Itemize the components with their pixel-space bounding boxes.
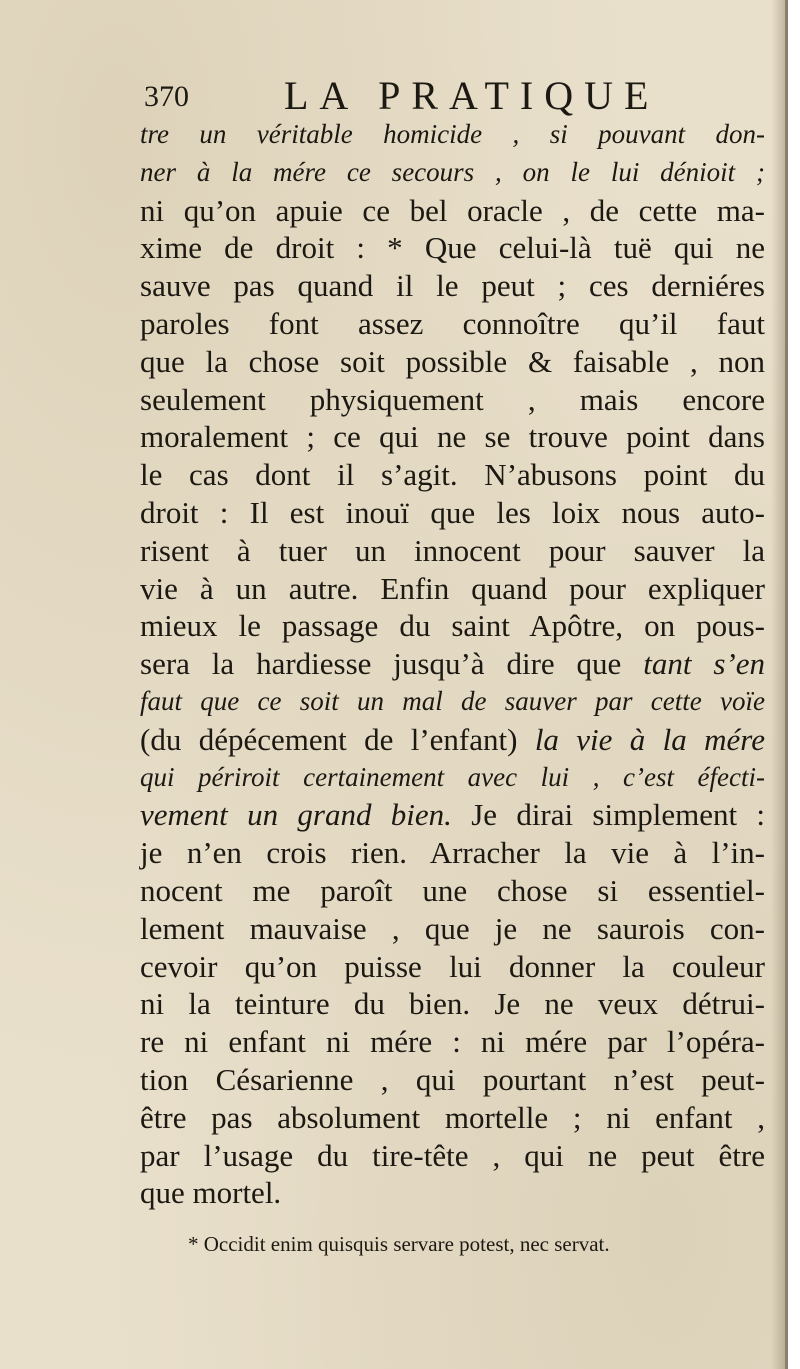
page-number: 370 — [144, 80, 189, 113]
roman-run: nocent me paroît une chose si essentiel- — [140, 872, 765, 908]
text-line — [140, 154, 765, 192]
roman-run: que la chose soit possible & faisable , non — [140, 343, 765, 379]
text-line — [140, 1174, 765, 1212]
italic-run: qui périroit certainement avec lui , c’est éfecti- — [140, 761, 765, 792]
roman-run: paroles font assez connoître qu’il faut — [140, 305, 765, 341]
roman-run: droit : Il est inouï que les loix nous auto- — [140, 494, 765, 530]
text-line — [140, 645, 765, 683]
text-line — [140, 305, 765, 343]
roman-run: (du dépécement de l’enfant) — [140, 721, 535, 757]
text-line — [140, 116, 765, 154]
italic-run: ner à la mére ce secours , on le lui dénioit ; — [140, 156, 765, 187]
running-title: LA PRATIQUE — [284, 73, 660, 118]
text-line — [140, 267, 765, 305]
roman-run: ni qu’on apuie ce bel oracle , de cette ma- — [140, 192, 765, 228]
text-line — [140, 796, 765, 834]
text-line — [140, 948, 765, 986]
roman-run: sauve pas quand il le peut ; ces derniéres — [140, 268, 765, 304]
text-line — [140, 418, 765, 456]
text-line — [140, 229, 765, 267]
roman-run: lement mauvaise , que je ne saurois con- — [140, 910, 765, 946]
text-line — [140, 1099, 765, 1137]
roman-run: ni la teinture du bien. Je ne veux détrui- — [140, 986, 765, 1022]
roman-run: risent à tuer un innocent pour sauver la — [140, 532, 765, 568]
roman-run: je n’en crois rien. Arracher la vie à l’in- — [140, 835, 765, 871]
roman-run: mieux le passage du saint Apôtre, on pous- — [140, 608, 765, 644]
text-line — [140, 985, 765, 1023]
roman-run: seulement physiquement , mais encore — [140, 381, 765, 417]
text-line — [140, 1023, 765, 1061]
roman-run: cevoir qu’on puisse lui donner la couleur — [140, 948, 765, 984]
roman-run: le cas dont il s’agit. N’abusons point du — [140, 457, 765, 493]
text-line — [140, 1061, 765, 1099]
running-header — [144, 72, 764, 118]
text-line — [140, 607, 765, 645]
roman-run: par l’usage du tire-tête , qui ne peut être — [140, 1137, 765, 1173]
footnote: * Occidit enim quisquis servare potest, nec servat. — [188, 1232, 610, 1256]
roman-run: que mortel. — [140, 1175, 282, 1211]
text-line — [140, 192, 765, 230]
italic-run: la vie à la mére — [534, 721, 765, 757]
text-line — [140, 721, 765, 759]
roman-run: sera la hardiesse jusqu’à dire que — [140, 646, 644, 682]
text-line — [140, 834, 765, 872]
roman-run: re ni enfant ni mére : ni mére par l’opéra- — [140, 1024, 765, 1060]
body-text — [140, 116, 765, 1212]
italic-run: vement un grand bien. — [140, 797, 472, 833]
roman-run: tion Césarienne , qui pourtant n’est peut- — [140, 1061, 765, 1097]
roman-run: être pas absolument mortelle ; ni enfant , — [140, 1099, 765, 1135]
text-line — [140, 872, 765, 910]
text-line — [140, 532, 765, 570]
text-line — [140, 494, 765, 532]
roman-run: vie à un autre. Enfin quand pour expliquer — [140, 570, 765, 606]
text-line — [140, 759, 765, 797]
text-line — [140, 381, 765, 419]
roman-run: xime de droit : * Que celui-là tuë qui ne — [140, 230, 765, 266]
text-line — [140, 456, 765, 494]
page-edge-shadow — [771, 0, 785, 1369]
text-line — [140, 1137, 765, 1175]
italic-run: tre un véritable homicide , si pouvant don- — [140, 119, 765, 149]
roman-run: moralement ; ce qui ne se trouve point dans — [140, 419, 765, 455]
roman-run: Je dirai simplement : — [471, 797, 765, 833]
text-line — [140, 343, 765, 381]
text-line — [140, 683, 765, 721]
text-line — [140, 570, 765, 608]
italic-run: faut que ce soit un mal de sauver par cette voïe — [140, 685, 765, 716]
italic-run: tant s’en — [643, 646, 765, 682]
text-line — [140, 910, 765, 948]
